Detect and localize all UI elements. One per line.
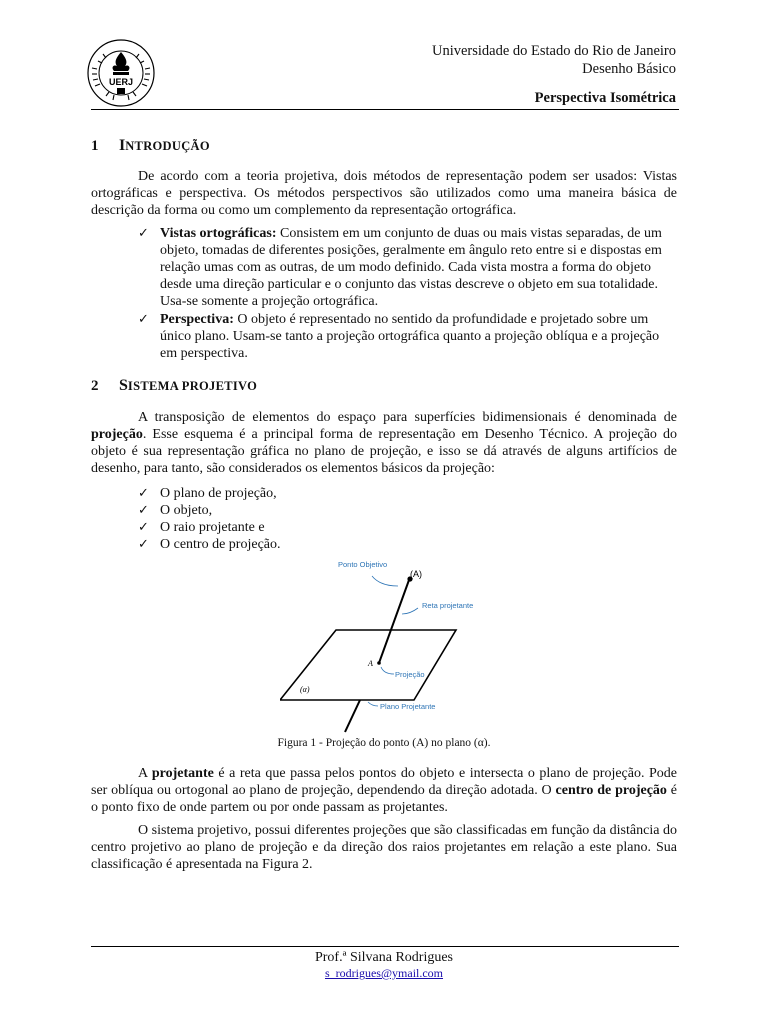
email-link[interactable]: s_rodrigues@ymail.com	[324, 966, 444, 980]
label-ponto-objetivo: Ponto Objetivo	[338, 560, 388, 569]
projetante-paragraph: A projetante é a reta que passa pelos pontos do objeto e intersecta o plano de projeção. Pode ser oblíqua ou ortogonal ao plano de projeção, dependendo da direção adotada. O centro de projeção é o ponto fixo de onde partem ou por onde passam as projetantes.	[91, 766, 678, 815]
section-2-heading: 2 SISTEMA PROJETIVO	[91, 377, 258, 394]
label-a-object: (A)	[410, 569, 422, 579]
checkmark-icon: ✓	[138, 520, 149, 535]
header-title: Perspectiva Isométrica	[534, 90, 676, 106]
header-rule	[91, 109, 679, 110]
label-projecao: Projeção	[395, 670, 425, 679]
bullet-perspectiva: ✓ Perspectiva: O objeto é representado no sentido da profundidade e projetado sobre um único plano. Usam-se tanto a projeção ortográfica quanto a projeção oblíqua e a projeção em perspectiva.	[138, 312, 660, 361]
list-item: ✓ O objeto,	[138, 503, 213, 518]
footer-author: Prof.ª Silvana Rodrigues	[314, 950, 454, 965]
header-university: Universidade do Estado do Rio de Janeiro	[431, 43, 676, 59]
checkmark-icon: ✓	[138, 486, 149, 501]
section-number: 1	[91, 138, 99, 154]
bullet-vistas-ortograficas: ✓ Vistas ortográficas: Consistem em um conjunto de duas ou mais vistas separadas, de um objeto, tomadas de diferentes posições, geralmente em ângulo reto entre si e dispostas em relação umas com as outras, de um modo definido. Cada vista mostra a forma do objeto desde uma direção particular e o conjunto das vistas descreve o objeto em sua totalidade. Usa-se somente a projeção ortográfica.	[138, 226, 662, 309]
classification-paragraph: O sistema projetivo, possui diferentes projeções que são classificadas em função da distância do centro projetivo ao plano de projeção e da direção dos raios projetantes em relação a este plano. Sua classificação é apresentada na Figura 2.	[91, 823, 677, 872]
checkmark-icon: ✓	[138, 503, 149, 518]
list-item: ✓ O centro de projeção.	[138, 537, 281, 552]
label-a-projection: A	[368, 659, 373, 668]
projection-figure	[280, 556, 520, 736]
footer-rule	[91, 946, 679, 947]
point-projection	[377, 661, 381, 665]
figure-caption: Figura 1 - Projeção do ponto (A) no plano (α).	[277, 737, 491, 749]
svg-text:UERJ: UERJ	[108, 77, 134, 87]
label-reta-projetante: Reta projetante	[422, 601, 474, 610]
projecting-line-lower	[345, 700, 360, 732]
checkmark-icon: ✓	[138, 312, 149, 327]
header-course: Desenho Básico	[582, 61, 676, 77]
label-alpha: (α)	[300, 685, 310, 694]
uerj-logo	[86, 38, 156, 108]
section-number: 2	[91, 378, 99, 394]
projecting-line	[379, 580, 409, 663]
checkmark-icon: ✓	[138, 537, 149, 552]
list-item: ✓ O raio projetante e	[138, 520, 265, 535]
list-item: ✓ O plano de projeção,	[138, 486, 277, 501]
section-1-heading: 1 INTRODUÇÃO	[91, 137, 210, 154]
checkmark-icon: ✓	[138, 226, 149, 241]
label-plano-projetante: Plano Projetante	[380, 702, 436, 711]
intro-paragraph: De acordo com a teoria projetiva, dois métodos de representação podem ser usados: Vistas ortográficas e perspectiva. Os métodos perspectivos são utilizados como uma maneira básica de descrição da forma ou como um complemento da representação ortográfica.	[91, 169, 677, 218]
projection-paragraph: A transposição de elementos do espaço para superfícies bidimensionais é denominada de projeção. Esse esquema é a principal forma de representação em Desenho Técnico. A projeção do objeto é sua representação gráfica no plano de projeção, e isso se dá através de alguns artifícios de desenho, para tanto, são considerados os elementos básicos da projeção:	[91, 410, 677, 476]
footer-email	[0, 966, 768, 981]
